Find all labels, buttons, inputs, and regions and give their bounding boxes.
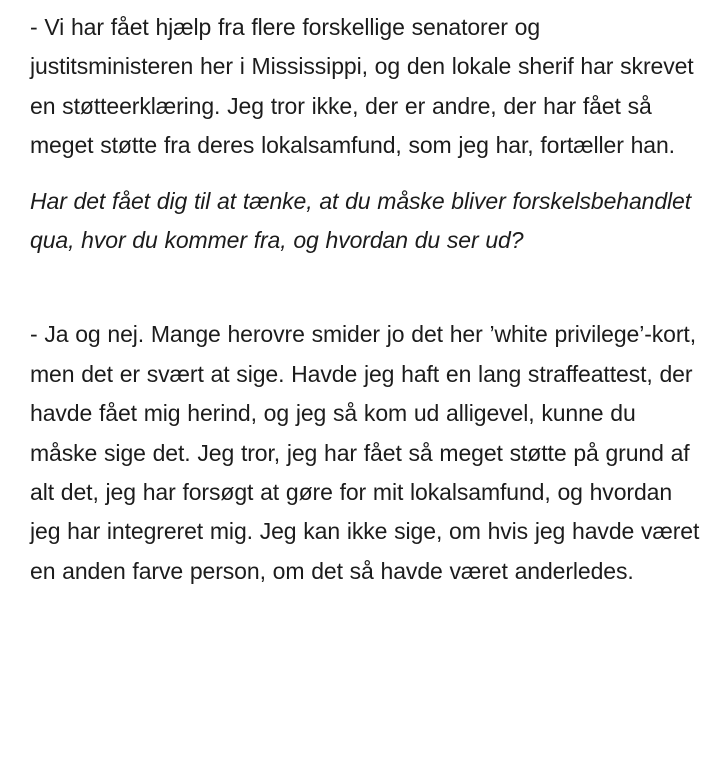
answer-paragraph: - Ja og nej. Mange herovre smider jo det her ’white privilege’-kort, men det er svært at sige. Havde jeg haft en lang straffeattest, der havde fået mig herind, og jeg så kom ud alligevel, kunne du måske sige det. Jeg tror, jeg har fået så meget støtte på grund af alt det, jeg har forsøgt at gøre for mit lokalsamfund, og hvordan jeg har integreret mig. Jeg kan ikke sige, om hvis jeg havde været en anden farve person, om det så havde været anderledes. [30, 321, 700, 584]
question-paragraph: Har det fået dig til at tænke, at du måske bliver forskelsbehandlet qua, hvor du kommer fra, og hvordan du ser ud? [30, 187, 692, 254]
answer-paragraph: - Vi har fået hjælp fra flere forskellige senatorer og justitsministeren her i Mississippi, og den lokale sherif har skrevet en støtteerklæring. Jeg tror ikke, der er andre, der har fået så meget støtte fra deres lokalsamfund, som jeg har, fortæller han. [30, 14, 694, 159]
article-body [30, 8, 706, 591]
